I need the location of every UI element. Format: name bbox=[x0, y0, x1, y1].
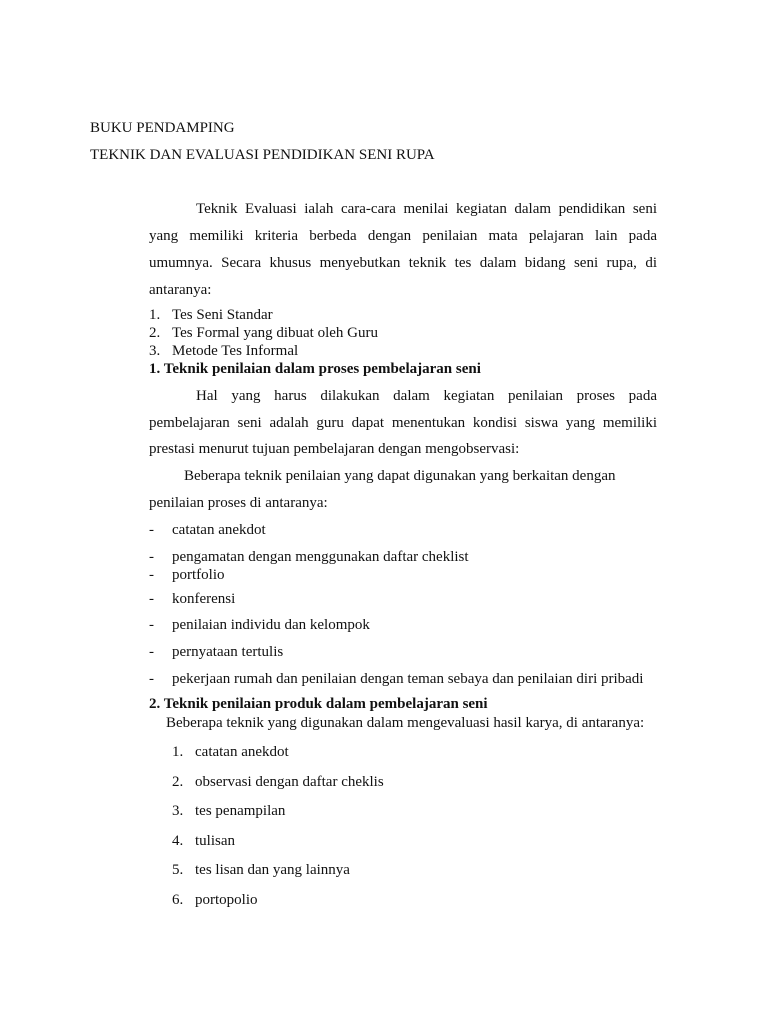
list-marker: - bbox=[149, 549, 154, 565]
document-title-line1: BUKU PENDAMPING bbox=[90, 120, 235, 136]
intro-paragraph-line: antaranya: bbox=[149, 282, 212, 298]
section1-paragraph-line: penilaian proses di antaranya: bbox=[149, 495, 328, 511]
section-heading: 2. Teknik penilaian produk dalam pembelajaran seni bbox=[149, 696, 488, 712]
list-marker: - bbox=[149, 522, 154, 538]
list-marker: 3. bbox=[172, 803, 184, 819]
section1-paragraph-line: prestasi menurut tujuan pembelajaran dengan mengobservasi: bbox=[149, 441, 520, 457]
list-item-text: pengamatan dengan menggunakan daftar cheklist bbox=[172, 549, 469, 565]
section1-paragraph-line: pembelajaran seni adalah guru dapat menentukan kondisi siswa yang memiliki bbox=[149, 415, 657, 431]
intro-paragraph-line: Teknik Evaluasi ialah cara-cara menilai kegiatan dalam pendidikan seni bbox=[196, 201, 657, 217]
list-item-text: catatan anekdot bbox=[195, 744, 289, 760]
list-marker: 2. bbox=[149, 325, 161, 341]
section1-paragraph-line: Hal yang harus dilakukan dalam kegiatan penilaian proses pada bbox=[196, 388, 657, 404]
list-item-text: portopolio bbox=[195, 892, 258, 908]
list-marker: - bbox=[149, 567, 154, 583]
list-marker: 1. bbox=[172, 744, 184, 760]
list-item-text: observasi dengan daftar cheklis bbox=[195, 774, 384, 790]
list-item-text: konferensi bbox=[172, 591, 236, 607]
section1-paragraph-line: Beberapa teknik penilaian yang dapat digunakan yang berkaitan dengan bbox=[184, 468, 616, 484]
list-marker: 1. bbox=[149, 307, 161, 323]
list-marker: 4. bbox=[172, 833, 184, 849]
list-marker: - bbox=[149, 671, 154, 687]
list-item-text: Tes Seni Standar bbox=[172, 307, 273, 323]
document-title-line2: TEKNIK DAN EVALUASI PENDIDIKAN SENI RUPA bbox=[90, 147, 435, 163]
list-item-text: portfolio bbox=[172, 567, 225, 583]
list-item-text: pernyataan tertulis bbox=[172, 644, 284, 660]
list-item-text: tes lisan dan yang lainnya bbox=[195, 862, 350, 878]
list-marker: 2. bbox=[172, 774, 184, 790]
list-item-text: tulisan bbox=[195, 833, 235, 849]
list-marker: 6. bbox=[172, 892, 184, 908]
list-marker: - bbox=[149, 617, 154, 633]
list-item-text: pekerjaan rumah dan penilaian dengan teman sebaya dan penilaian diri pribadi bbox=[172, 671, 644, 687]
list-marker: 3. bbox=[149, 343, 161, 359]
list-item-text: penilaian individu dan kelompok bbox=[172, 617, 370, 633]
list-item-text: Metode Tes Informal bbox=[172, 343, 299, 359]
section2-intro: Beberapa teknik yang digunakan dalam mengevaluasi hasil karya, di antaranya: bbox=[166, 715, 645, 731]
list-item-text: Tes Formal yang dibuat oleh Guru bbox=[172, 325, 378, 341]
list-marker: - bbox=[149, 644, 154, 660]
list-item-text: catatan anekdot bbox=[172, 522, 266, 538]
intro-paragraph-line: umumnya. Secara khusus menyebutkan teknik tes dalam bidang seni rupa, di bbox=[149, 255, 657, 271]
intro-paragraph-line: yang memiliki kriteria berbeda dengan penilaian mata pelajaran lain pada bbox=[149, 228, 657, 244]
list-marker: - bbox=[149, 591, 154, 607]
section-heading: 1. Teknik penilaian dalam proses pembelajaran seni bbox=[149, 361, 481, 377]
list-marker: 5. bbox=[172, 862, 184, 878]
list-item-text: tes penampilan bbox=[195, 803, 286, 819]
